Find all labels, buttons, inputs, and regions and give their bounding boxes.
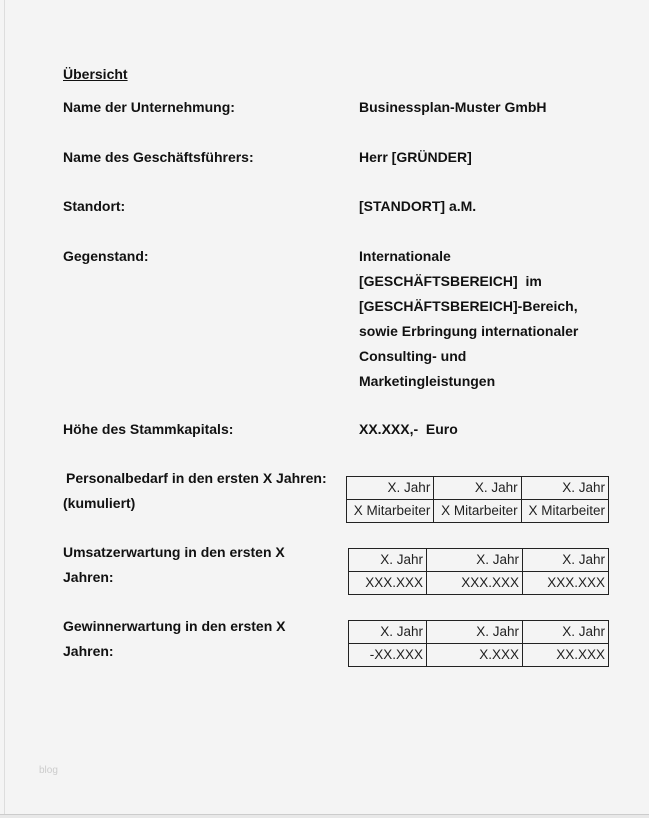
table-cell: X. Jahr	[434, 477, 521, 500]
label-managing-director: Name des Geschäftsführers:	[63, 149, 254, 165]
table-cell: X. Jahr	[349, 621, 427, 644]
label-revenue: Umsatzerwartung in den ersten X	[63, 544, 285, 560]
watermark: blog	[39, 765, 58, 776]
table-cell: X. Jahr	[349, 549, 427, 572]
table-row	[349, 549, 609, 572]
table-cell: X. Jahr	[523, 549, 609, 572]
table-cell: X. Jahr	[427, 549, 523, 572]
table-row	[347, 500, 609, 523]
revenue-table	[348, 548, 609, 595]
table-cell: -XX.XXX	[349, 644, 427, 667]
profit-table	[348, 620, 609, 667]
table-cell: X. Jahr	[427, 621, 523, 644]
label-location: Standort:	[63, 198, 126, 214]
table-cell: XXX.XXX	[427, 572, 523, 595]
value-managing-director: Herr [GRÜNDER]	[359, 149, 472, 165]
subject-line: Marketingleistungen	[359, 373, 496, 389]
table-cell: X Mitarbeiter	[347, 500, 434, 523]
label-company-name: Name der Unternehmung:	[63, 99, 235, 115]
label-profit: Gewinnerwartung in den ersten X	[63, 618, 286, 634]
value-subject	[359, 244, 578, 394]
staffing-table	[346, 476, 609, 523]
page-edge	[0, 0, 5, 818]
table-row	[349, 572, 609, 595]
value-location: [STANDORT] a.M.	[359, 198, 477, 214]
table-cell: X. Jahr	[347, 477, 434, 500]
table-cell: X. Jahr	[523, 621, 609, 644]
subject-line: sowie Erbringung internationaler	[359, 323, 579, 339]
page-bottom-edge	[0, 814, 649, 818]
table-cell: XX.XXX	[523, 644, 609, 667]
table-row	[347, 477, 609, 500]
table-cell: X. Jahr	[521, 477, 608, 500]
label-subject: Gegenstand:	[63, 248, 149, 264]
table-cell: X.XXX	[427, 644, 523, 667]
label-staffing: Personalbedarf in den ersten X Jahren:	[66, 470, 327, 486]
subject-line: Consulting- und	[359, 348, 467, 364]
table-cell: XXX.XXX	[523, 572, 609, 595]
table-row	[349, 621, 609, 644]
label-share-capital: Höhe des Stammkapitals:	[63, 421, 234, 437]
value-share-capital: XX.XXX,- Euro	[359, 421, 458, 437]
table-row	[349, 644, 609, 667]
subject-line: Internationale	[359, 248, 451, 264]
label-revenue-years: Jahren:	[63, 569, 114, 585]
subject-line: [GESCHÄFTSBEREICH] im	[359, 273, 542, 289]
section-title: Übersicht	[63, 66, 128, 82]
table-cell: XXX.XXX	[349, 572, 427, 595]
value-company-name: Businessplan-Muster GmbH	[359, 99, 547, 115]
subject-line: [GESCHÄFTSBEREICH]-Bereich,	[359, 298, 578, 314]
label-staffing-cumulative: (kumuliert)	[63, 495, 136, 511]
label-profit-years: Jahren:	[63, 643, 114, 659]
table-cell: X Mitarbeiter	[434, 500, 521, 523]
table-cell: X Mitarbeiter	[521, 500, 608, 523]
